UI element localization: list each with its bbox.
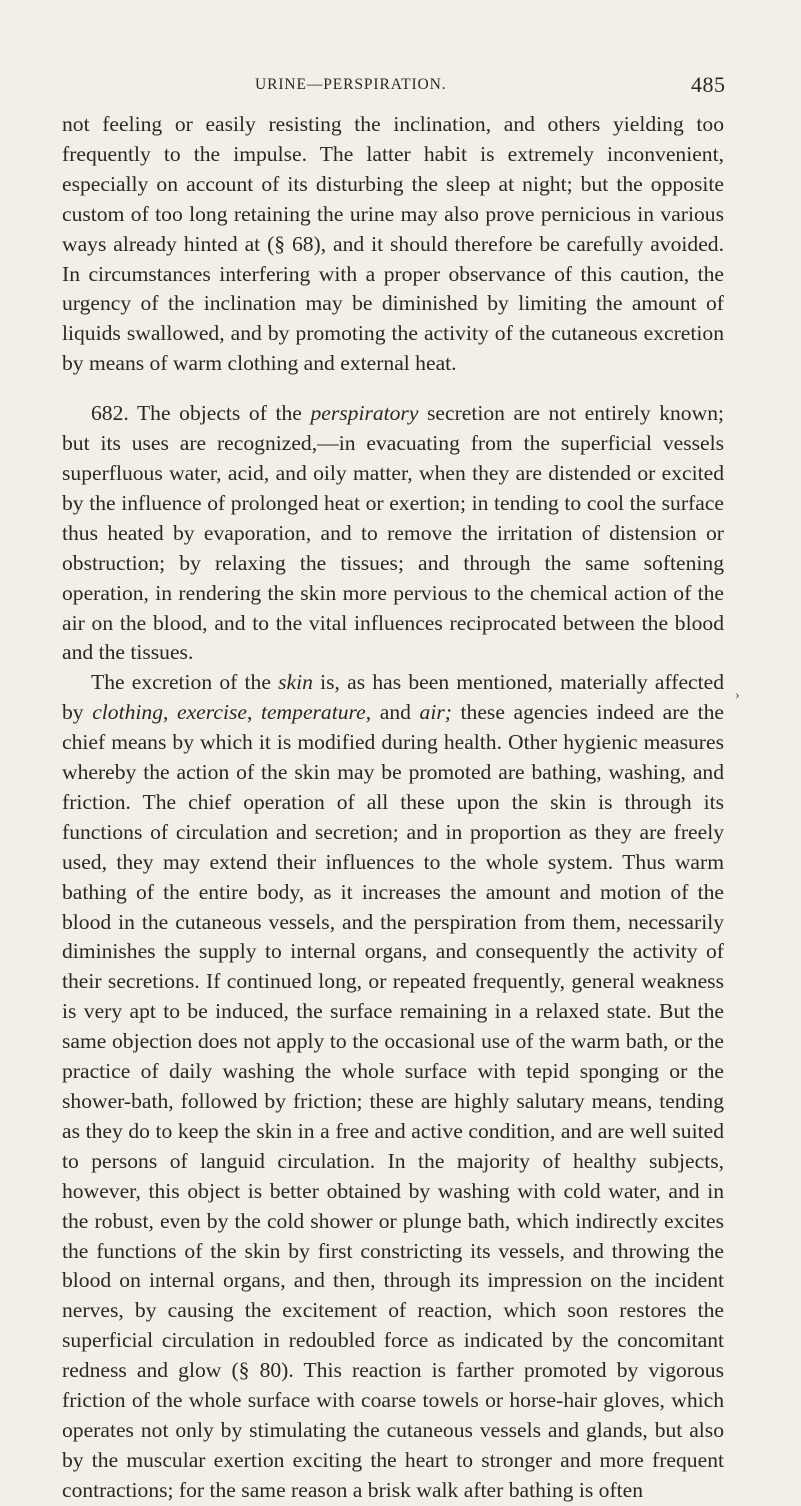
text-run: , and [365, 700, 420, 725]
paragraph-682 [62, 399, 724, 668]
text-run: is, as has been mentioned, materially affected by [62, 670, 724, 725]
italic-run: clothing [92, 700, 163, 725]
running-title: URINE—PERSPIRATION. [255, 76, 447, 93]
margin-mark: › [735, 688, 740, 703]
text-run: 682. The objects of the [91, 401, 311, 426]
paragraph-continuation [62, 110, 724, 379]
italic-run: exercise [177, 700, 247, 725]
italic-run: air; [419, 700, 452, 725]
body-text [62, 110, 724, 1506]
paragraph-skin-excretion [62, 668, 724, 1505]
text-run: secretion are not entirely known; but its uses are recognized,—in evacuating from the superficial vessels superfluous water, acid, and oily matter, when they are distended or excited by the influence of prolonged heat or exertion; in tending to cool the surface thus heated by evaporation, and to remove the irritation of distension or obstruction; by relaxing the tissues; and through the same softening operation, in rendering the skin more pervious to the chemical action of the air on the blood, and to the vital influences reciprocated between the blood and the tissues. [62, 401, 724, 665]
running-head [0, 72, 801, 102]
italic-run: perspiratory [310, 401, 419, 426]
italic-run: skin [278, 670, 313, 695]
text-run: not feeling or easily resisting the inclination, and others yielding too frequently to the impulse. The latter habit is extremely inconvenient, especially on account of its disturbing the sleep at night; but the opposite custom of too long retaining the urine may also prove pernicious in various ways already hinted at (§ 68), and it should therefore be carefully avoided. In circumstances interfering with a proper observance of this caution, the urgency of the inclination may be diminished by limiting the amount of liquids swallowed, and by promoting the activity of the cutaneous excretion by means of warm clothing and external heat. [62, 112, 724, 376]
text-run: these agencies indeed are the chief means by which it is modified during health. Other hygienic measures whereby the action of the skin may be promoted are bathing, washing, and friction. The chief operation of all these upon the skin is through its functions of circulation and secretion; and in proportion as they are freely used, they may extend their influences to the whole system. Thus warm bathing of the entire body, as it increases the amount and motion of the blood in the cutaneous vessels, and the perspiration from them, necessarily diminishes the supply to internal organs, and consequently the activity of their secretions. If continued long, or repeated frequently, general weakness is very apt to be induced, the surface remaining in a relaxed state. But the same objection does not apply to the occasional use of the warm bath, or the practice of daily washing the whole surface with tepid sponging or the shower-bath, followed by friction; these are highly salutary means, tending as they do to keep the skin in a free and active condition, and are well suited to persons of languid circulation. In the majority of healthy subjects, however, this object is better obtained by washing with cold water, and in the robust, even by the cold shower or plunge bath, which indirectly excites the functions of the skin by first constricting its vessels, and throwing the blood on internal organs, and then, through its impression on the incident nerves, by causing the excitement of reaction, which soon restores the superficial circulation in redoubled force as indicated by the concomitant redness and glow (§ 80). This reaction is farther promoted by vigorous friction of the whole surface with coarse towels or horse-hair gloves, which operates not only by stimulating the cutaneous vessels and glands, but also by the muscular exertion exciting the heart to stronger and more frequent contractions; for the same reason a brisk walk after bathing is often [62, 700, 725, 1502]
text-run: , [246, 700, 261, 725]
text-run: , [163, 700, 178, 725]
text-run: The excretion of the [91, 670, 279, 695]
page-number: 485 [691, 72, 726, 97]
italic-run: temperature [260, 700, 366, 725]
